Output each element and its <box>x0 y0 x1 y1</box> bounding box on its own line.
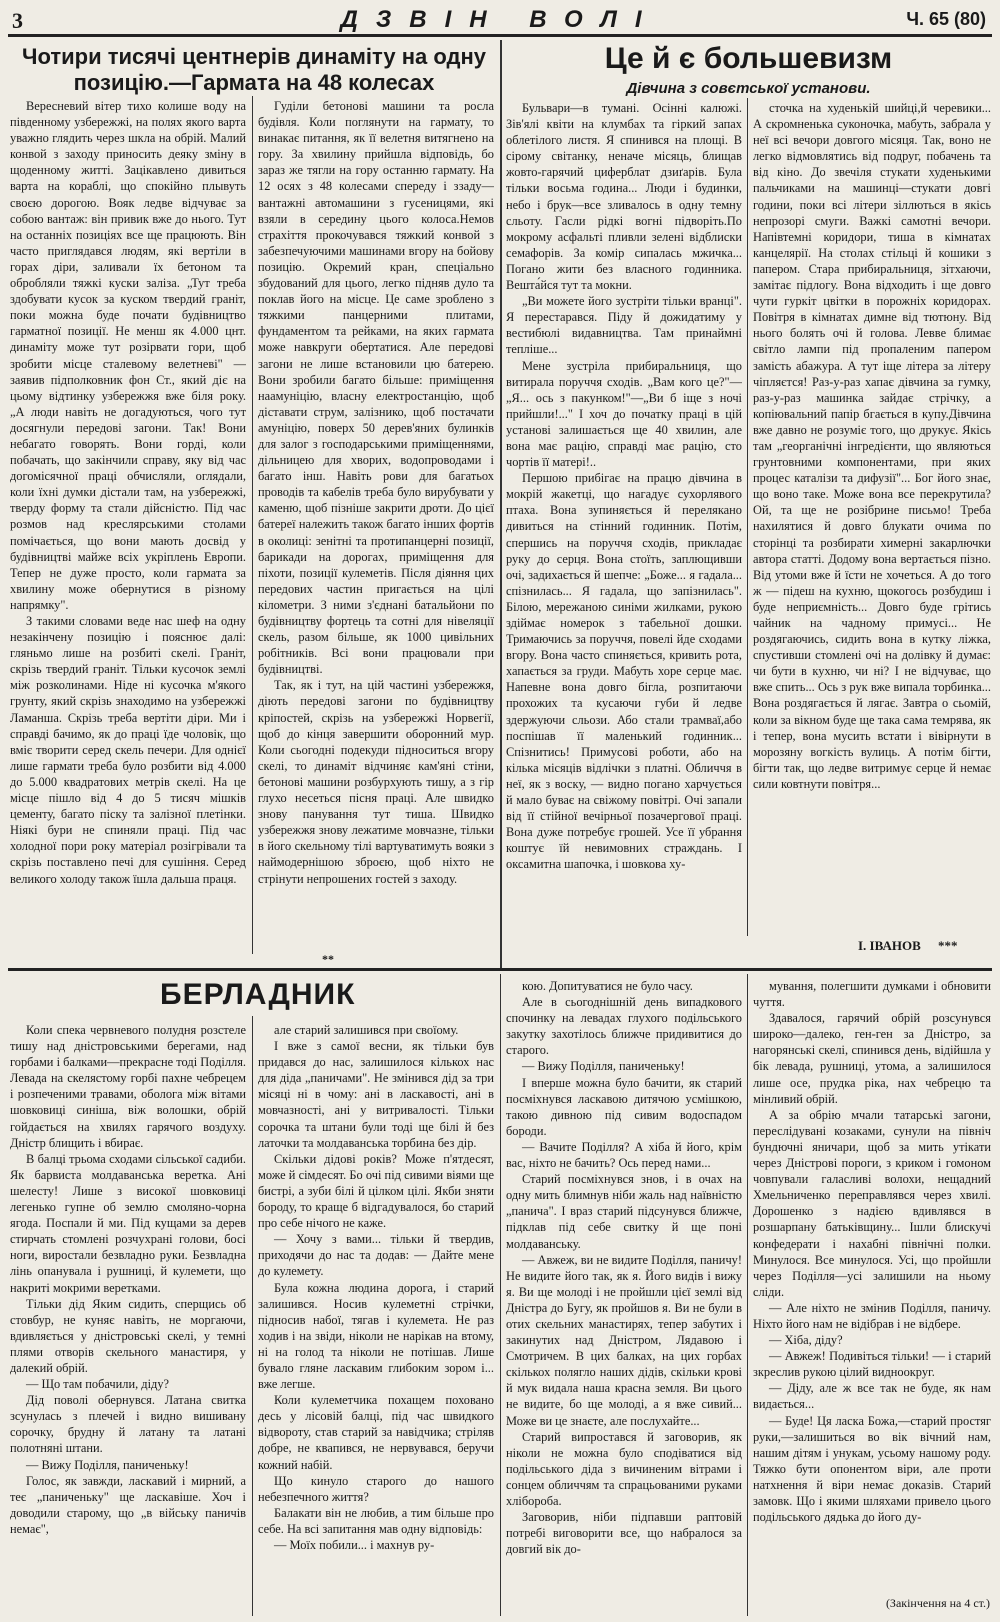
paragraph: — Хочу з вами... тільки й твердив, приходячи до нас та додав: — Дайте мене до кулемету. <box>258 1232 494 1279</box>
paragraph: Бульвари—в тумані. Осінні калюжі. Зів'ялі квіти на клумбах та гіркий запах облетілого листя. Я спинився на площі. В сірому світанку, неначе місяць, блищав жовто-гарячий циферблат дзиґарів. Була тільки восьма година... Люди і будинки, небо і брук—все зливалось в одну темну сльоту. Гасли рідкі вогні підворіть.По мокрому асфальті пливли зелені відблиски семафорів. За комір сипалась мжичка... Погано жити без власного годинника. Вешта́йся тут та мокни. <box>506 101 742 293</box>
paragraph: але старий залишився при своїому. <box>274 1023 459 1037</box>
paragraph: І вперше можна було бачити, як старий посміхнувся ласкавою дитячою усмішкою, такою дивною під сивим водоспадом бороди. <box>506 1075 742 1138</box>
article-berladnyk-col-2 <box>258 1022 494 1616</box>
article-berladnyk-col-1 <box>10 1022 246 1616</box>
paragraph: Дід поволі обернувся. Латана свитка зсунулась з плечей і видно вишивану сорочку, брудну й латану та латані полотняні штани. <box>10 1393 246 1456</box>
paragraph: — Авжеж, ви не видите Поділля, паничу! Не видите його так, як я. Його видів і вижу я. Ви ще молоді і не пройшли цієї землі від Дністра до Бугу, як пройшов я. Ви не були в отих скельних манастирях, тепер забутих і закинутих над Дністром, Лядавою і Смотричем. В цих балках, на цих горбах скількох полягло наших дідів, скільки крові й мук видала наша красна земля. Ви цього не видите, бо ще молоді, а я вже сивий... Може ви це знаєте, але послухайте... <box>506 1252 742 1428</box>
article-berladnyk-col-3 <box>506 978 742 1616</box>
paragraph: Гуділи бетонові машини та росла будівля. Коли поглянути на гармату, то винакає питання, як її велетня витягнено на гору. За хвилину прийшла відповідь, бо зараз же тягли на гору останню гармату. На 12 осях з 48 колесами спереду і ззаду—вантажні автомашини з гусеницями, які взяли в середину цього колоса.Немов страхіття прокочувався тяжкий конвой з забезпечуючими машинами вгору на бойову позицію. Окремий кран, спеціально збудований для цього, легко підняв дуло та поклав його на місце. Це саме зроблено з тяжкими панцерними плитами, фундаментом та рейками, на яких гармата може навкруги обертатися. Але передові загони не лише встановили цю батерею. Вони зробили багато більше: приміщення наамуніцію, власну електростанцію, щоб діставати струм, залізнико, щоб постачати амуніцію, поверх 50 дерев'яних булинків для залог з господарськими приміщеннями, дільницею для хворих, водопроводами і багато інш. Навіть рови для багатьох проводів та кабелів треба було вирубувати у каменю, щоб пізніше закрити дроти. До цієї батереї належить також багато інших фортів в околиці: зенітні та протипанцерні позиції, барикади на дорогах, приміщення для піхоти, позиції кулеметів. Після діяння цих передових частин пригається на цілі кілометри. З ними з'єднані батальйони по будівництву фортець та сотні для нівеляції скель, разом більше, як 1000 цивільних робітників. Всі вони працювали при будівництві. <box>258 99 494 677</box>
paragraph: Була кожна людина дорога, і старий залишився. Носив кулеметні стрічки, підносив набої, тягав і кулемета. Не раз ходив і на звіди, ніколи не нарікав на втому, ні на голод та ніколи не потішав. Лише бувало гляне ласкавим глибоким зором і... вже легше. <box>258 1280 494 1392</box>
paragraph: Мене зустріла прибиральниця, що витирала поруччя сходів. „Вам кого це?"—„Я... ось з пакунком!"—„Ви б іще з ночі прийшли!..." І хоч до початку праці в цій установі залишається ще 40 хвилин, але вона має рацію, справді має рацію, сто чортів її матері!.. <box>506 358 742 470</box>
paragraph: Вересневий вітер тихо колише воду на південному узбережжі, на полях якого варта уважно глядить через шкла на обрій. Малий конвой з заходу приносить деяку зміну в щоденному житті. Зацікавлено дивиться варта на кораблі, що спокійно плывуть своєю дорогою. Вояк ледве відчуває за собою вантаж: він привик вже до нього. Тут на останніх позиціях все ще працюють. Він часто приглядався людям, які вертіли в горах діри, заливали їх бетоном та обробляли тяжкі куски заліза. „Тут треба здобувати кусок за куском твердий граніт, поки можна буде почати будівництво гарматної позиції. Не менш як 4.000 цнт. динаміту може тут розірвати гори, щоб зробити місце сталевому велетневі" — заявив підполковник фон Ст., який діє на цьому відтинку узбережжя вже біля року. „А люди навіть не догадуються, чого тут досягнули передові загони. Так! Вони небагато говорять. Вони горді, коли побачать, що закінчили справу, яку від час догомісячної праці обчисляли, оглядали, коли їхні думки дістали там, на узбережжі, тверду форму та стали дійсністю. Під час розмов над креслярськими столами помічається, що вони мають досвід у будівництві майже всіх укріплень Европи. Тепер не дуже просто, коли гармата за хвилину може обернутися в різному напрямку". <box>10 99 246 612</box>
article-dynamite-col-1 <box>10 98 246 952</box>
paragraph: „Ви можете його зустріти тільки вранці". Я перестарався. Піду й дожидатиму у вестибюлі видавництва. Там принаймні тепліше... <box>506 294 742 357</box>
paragraph: І вже з самої весни, як тільки був придався до нас, залишилося кількох нас для діда „паничами". Не змінився дід за три місяці ні в чому: ані в ласкавості, ані в мовчазності, ані у витривалості. Тільки сорочка та штани були тоді ще білі й без латочки та молдаванська торбина без дір. <box>258 1039 494 1150</box>
paragraph: Балакати він не любив, а тим більше про себе. На всі запитання мав одну відповідь: <box>258 1505 494 1536</box>
paragraph: Старий випростався й заговорив, як ніколи не можна було сподіватися від подільського діда з вичиненим вітрами і сонцем обличчям та спрацьованими руками хлібороба. <box>506 1429 742 1508</box>
issue-number: Ч. 65 (80) <box>906 9 986 29</box>
column-divider <box>500 974 501 1616</box>
paragraph: — Моїх побили... і махнув ру- <box>274 1538 435 1552</box>
continued-note: (Закінчення на 4 ст.) <box>885 1596 990 1610</box>
author-signature <box>858 938 988 954</box>
column-divider <box>747 98 748 936</box>
end-stars: ** <box>322 952 334 966</box>
article-bolshevism-col-2 <box>753 100 991 932</box>
paragraph: — Буде! Ця ласка Божа,—старий простяг руки,—залишиться во вік вічний нам, нашим дітям і унукам, усьому нашому роду. Тяжко бути опонентом віри, але проти натхнення й віри немає доказів. Старий замовк. Що і якими шляхами привело цього подільського дядька до його ду- <box>753 1413 991 1525</box>
paragraph: сточка на худенькій шийці,й черевики... А скромненька суконочка, мабуть, забрала у неї всі вечори довгого місяця. Так, воно не легко відмовлятись від подруг, побачень та від кіно. До звечіля стукати худенькими пальчиками на машинці—стукати довгі години, поки всі літери зіллються в якісь непрозорі смуги. Важкі самотні вечори. Напівтемні коридори, тиша в кімнатах канцелярії. На столах стільці й кошики з папером. Стара прибиральниця, зітхаючи, замітає підлогу. Вона відходить і ще довго чути гуркіт цвітки в порожніх коридорах. Повітря в кімнатах димне від тютюну. Від нього болять очі й голова. Левве блимає світло лампи під пропаленим папером замість абажура. А тут іще літера за літеру чіпляєтся! Раз-у-раз хапає дівчина за гумку, раз-у-раз машинка зайдає стрічку, а копіювальний папір бгається в купу.Дівчина вже давно не розуміє того, що друкує. Якісь там „георганічні інгредієнти, що являються грунтовними компонентами, при яких процес каталізи та дифузії"... Бог його знає, що воно таке. Може вона все перекрутила? Ой, та ще не розібрине письмо! Треба нахилятися й довго блукати очима по сторінці та розбирати химерні закарлючки автора статті. Додому вона вертається пізно. Від утоми вже й їсти не хочеться. А до того ж — підеш на кухню, щокогось розбудиш і буде неприємність... Довго буде грітись чайник на чадному примусі... Не роздягаючись, сидить вона в кутку ліжка, спустивши стомлені очі на долівку й думає: чи бути в кухню, чи ні? І не відчуває, що вже спить... Ось з рук вже випала торбинка... Вона роздягається й лягає. Завтра о сьомій, коли за вікном буде ще така сама темрява, як і тепер, вона мусить встати і вівірнути в морозяну вогкість вулиць. А потім бігти, бігти так, що ледве витримує серце й немає сили ковтнути повітря... <box>753 101 991 791</box>
paragraph: А за обрію мчали татарські загони, переслідувані козаками, сунули на північ бундючні яничари, щоб за мить утікати через Дністрові пороги, з криком і гомоном човпували галасливі волохи, нещадний Хмельниченко переправлявся через хвилі. Дорошенко з надією вдивлявся в розшарпану батьківщину... Ішли блискучі конфедерати і нахабні північні полки. Минулося. Все минулося. Усі, що пройшли через Поділля—усі залишили на ньому сліди. <box>753 1107 991 1299</box>
signature-name: І. ІВАНОВ <box>858 938 921 953</box>
article-berladnyk-col-4 <box>753 978 991 1594</box>
headline-berladnyk: БЕРЛАДНИК <box>160 978 356 1011</box>
paragraph: Тільки дід Яким сидить, сперщись об стовбур, не куняє навіть, не моргаючи, вдивляється у дністровські скелі, у темні плями отворів скельного манастиря, у далекий обрій. <box>10 1296 246 1375</box>
paragraph: Коли спека червневого полудня розстеле тишу над дністровськими берегами, над горбами і балками—прекрасне тоді Поділля. Левада на скелястому горбі пахне чебрецем і розпеченими травами, оболога між вітами шовковиці синіша, віж волошки, обрій гойдається на хвилях гарячого воздуху. Дністр блищить і вбирає. <box>10 1023 246 1150</box>
paragraph: кою. Допитуватися не було часу. <box>522 979 693 993</box>
article-bolshevism-col-1 <box>506 100 742 952</box>
paragraph: — Вижу Поділля, паниченьку! <box>26 1457 189 1472</box>
paragraph: Так, як і тут, на цій частині узбережжя, діють передові загони по будівництву кріпостей, скрізь на узбережжі Норвегії, щоб до кінця завершити оборонний мур. Коли сьогодні подекуди підноситься вгору скелі, то динаміт відчиняє кам'яні стіни, бетонові машини розбурхують тишу, а з гір глухо несеться пісня праці. Але швидко знову панування тут тиша. Швидко узбережжя знову лежатиме мовчазне, тільки в його скельному тілі вартуватимуть вояки з наймодернішою зброєю, щоб ніхто не стрінути непрошених гостей з заходу. <box>258 678 494 886</box>
paper-title: ДЗВІН ВОЛІ <box>340 6 660 33</box>
subheadline-bolshevism: Дівчина з совєтської установи. <box>626 80 871 97</box>
paragraph: мування, полегшити думками і обновити чуття. <box>753 979 991 1010</box>
column-divider <box>252 96 253 954</box>
paragraph: Але в сьогоднішній день випадкового спочинку на левадах глухого подільського закутку захотілось ближче придивитися до старого. <box>506 995 742 1058</box>
paragraph: — Хіба, діду? <box>769 1333 843 1348</box>
paragraph: Першою прибігає на працю дівчина в мокрій жакетці, що нагадує сухорлявого птаха. Вона зупиняється й перелякано дивиться на стінний годинник. Потім, спершись на поруччя сходів, прикладає руку до серця. Вона стоїть, заплющивши очі, задихається й шепче: „Боже... я гадала... спізнилась... Я гадала, що запізнилась". Білою, мережаною синіми жилками, рукою здіймає номерок з табельної дошки. Тримаючись за поруччя, повелі йде сходами вгору. Вона часто спиняється, кривить рота, хапається за груди. Мабуть хоре серце має. Напевне вона довго бігла, розпитаючи прохожих та кусаючи губи й ледве здержуючи сльози. Або стали трамваї,або поспішав її маленький годинник... Спізнитись! Примусові роботи, або на кілька місяців відлічки з платні. Обличчя в неї, як з воску, — видно погано харчується й мало буває на свіжому повітрі. Очі запали від її стійної вечірньої позачергової праці. Вона дуже потребує грошей. Усе її убрання коштує їй невимовних страждань. І оксамитна шапочка, і шовкова ху- <box>506 471 742 872</box>
paragraph: — Вижу Поділля, паниченьку! <box>522 1059 685 1074</box>
paragraph: Коли кулеметчика похащем поховано десь у лісовій балці, під час швидкого відвороту, став старий за навідчика; стріляв добре, не квапився, не нервувався, беручи кожний набій. <box>258 1393 494 1472</box>
paragraph: Що кинуло старого до нашого небезпечного життя? <box>258 1473 494 1504</box>
paragraph: — Але ніхто не змінив Поділля, паничу. Ніхто його нам не відібрав і не відбере. <box>753 1300 991 1331</box>
paragraph: В балці трьома сходами сільської садиби. Як барвиста молдаванська веретка. Ані шелесту! Лише з високої шовковиці легенько гупне об землю смоляно-чорна ягода. Поспали й ми. Під кущами за дерев стирчать стомлені розчухрані голови, босі ноги, виростали безвладно руки. Безвладна лінь опанувала і рушниці, й кулемети, що накриті мокрими веретками. <box>10 1151 246 1295</box>
column-divider <box>500 40 502 968</box>
paragraph: Здавалося, гарячий обрій розсунувся широко—далеко, ген-ген за Дністро, за нагорянські скелі, спинився день, відійшла у бік левада, рушниці, утома, а залишилося лише осе, прудка ріка, нах чебрецю та мінливий обрій. <box>753 1011 991 1106</box>
masthead <box>8 4 992 37</box>
paragraph: — Діду, але ж все так не буде, як нам видається... <box>753 1381 991 1412</box>
paragraph: Старий посміхнувся знов, і в очах на одну мить блимнув ніби жаль над наївністю „панича". І враз старий підсунувся ближче, підклав під себе свитку й ще поні молдаванську. <box>506 1172 742 1251</box>
paragraph: — Авжеж! Подивіться тільки! — і старий зкреслив рукою цілий видноокруг. <box>753 1349 991 1380</box>
column-divider <box>252 1016 253 1616</box>
paragraph: — Вачите Поділля? А хіба й його, крім вас, ніхто не бачить? Ось перед нами... <box>506 1139 742 1171</box>
headline-dynamite: Чотири тисячі центнерів динаміту на одну позицію.—Гармата на 48 колесах <box>22 44 486 95</box>
paragraph: Скільки дідові років? Може п'ятдесят, може й сімдесят. Бо очі під сивими віями ще бистрі, а зуби білі й цілком цілі. Якби зняти бороду, то краще б відгадувалося, бо старий про себе нічого не каже. <box>258 1151 494 1231</box>
paragraph: — Що там побачили, діду? <box>26 1377 170 1392</box>
headline-bolshevism: Це й є большевизм <box>604 42 893 75</box>
article-dynamite-col-2 <box>258 98 494 952</box>
paragraph: З такими словами веде нас шеф на одну незакінчену позицію і пояснює далі: гляньмо лише на розбиті скелі. Граніт, скрізь твердий граніт. Тільки кусочок землі між розколинами. Ніде ні кусочка м'якого грунту, який скрізь знаходимо на узбережжі Ламанша. Скрізь треба вертіти діри. Ми і справді бачимо, як до праці їде чоловік, що вміє творити серед скель печери. Для однієї лише гармати треба було розбити від 4.000 до 5.000 квадратових метрів скелі. На це місце пішло від 4 до 5 тисяч мішків цементу, багато піску та залізної плетінки. Ніякі бури не спиняли праці. Під час холодної пори року матеріал розігрівали та скрізь поставлено печі для сушіння. Серед великого холоду також їшла дальша праця. <box>10 614 246 886</box>
column-divider <box>747 974 748 1616</box>
section-divider <box>8 968 992 971</box>
paragraph: Заговорив, ніби підпавши раптовій потребі виговорити все, що набралося за довгий вік до- <box>506 1510 742 1557</box>
end-stars: *** <box>938 938 958 953</box>
paragraph: Голос, як завжди, ласкавий і мирний, а теє „паниченьку" ще ласкавіше. Хоч і доводили старому, що „в війську паничів немає", <box>10 1473 246 1536</box>
page-number: 3 <box>12 8 23 33</box>
